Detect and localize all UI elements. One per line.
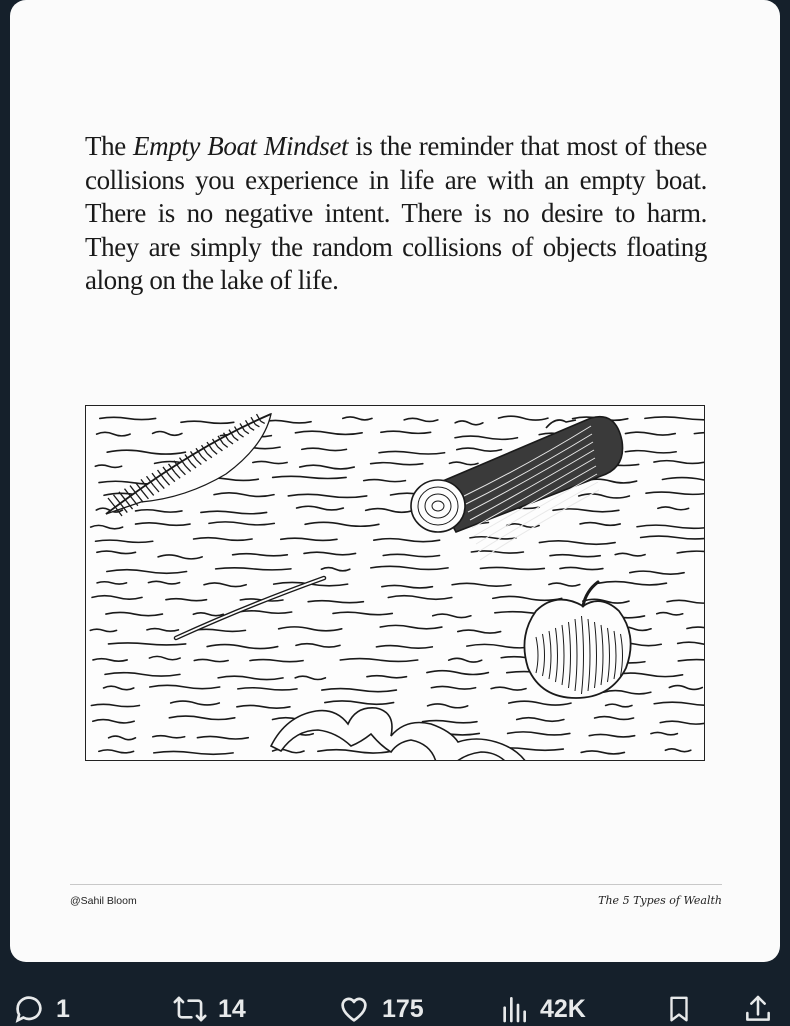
quote-before: The: [85, 131, 134, 161]
retweet-count: 14: [218, 994, 246, 1023]
views-count: 42K: [540, 994, 586, 1023]
quote-after: is the reminder that most of these collisions you experience in life are with an empty boat. There is no negative intent. There is no desire to harm. They are simply the random collisions of objects floating along on the lake of life.: [85, 131, 707, 295]
views-button[interactable]: [498, 992, 586, 1026]
tweet-action-bar: [0, 984, 790, 1024]
views-icon: [498, 992, 530, 1026]
bookmark-icon: [664, 992, 694, 1026]
share-button[interactable]: [742, 992, 774, 1026]
twig-drawing: [176, 578, 324, 638]
reply-count: 1: [56, 994, 70, 1023]
quote-text: [85, 130, 707, 298]
share-icon: [742, 992, 774, 1026]
tweet-image-card[interactable]: [10, 0, 780, 962]
feather-drawing: [106, 414, 271, 516]
like-button[interactable]: [336, 992, 424, 1026]
retweet-button[interactable]: [172, 992, 246, 1026]
reply-icon: [12, 992, 46, 1026]
author-credit: @Sahil Bloom: [70, 895, 137, 907]
reply-button[interactable]: [12, 992, 70, 1026]
like-count: 175: [382, 994, 424, 1023]
lake-illustration: [85, 405, 705, 761]
quote-italic: Empty Boat Mindset: [133, 131, 349, 161]
like-icon: [336, 992, 372, 1026]
book-title: The 5 Types of Wealth: [598, 894, 722, 907]
retweet-icon: [172, 992, 208, 1026]
footer-divider: [70, 884, 722, 885]
bookmark-button[interactable]: [664, 992, 694, 1026]
